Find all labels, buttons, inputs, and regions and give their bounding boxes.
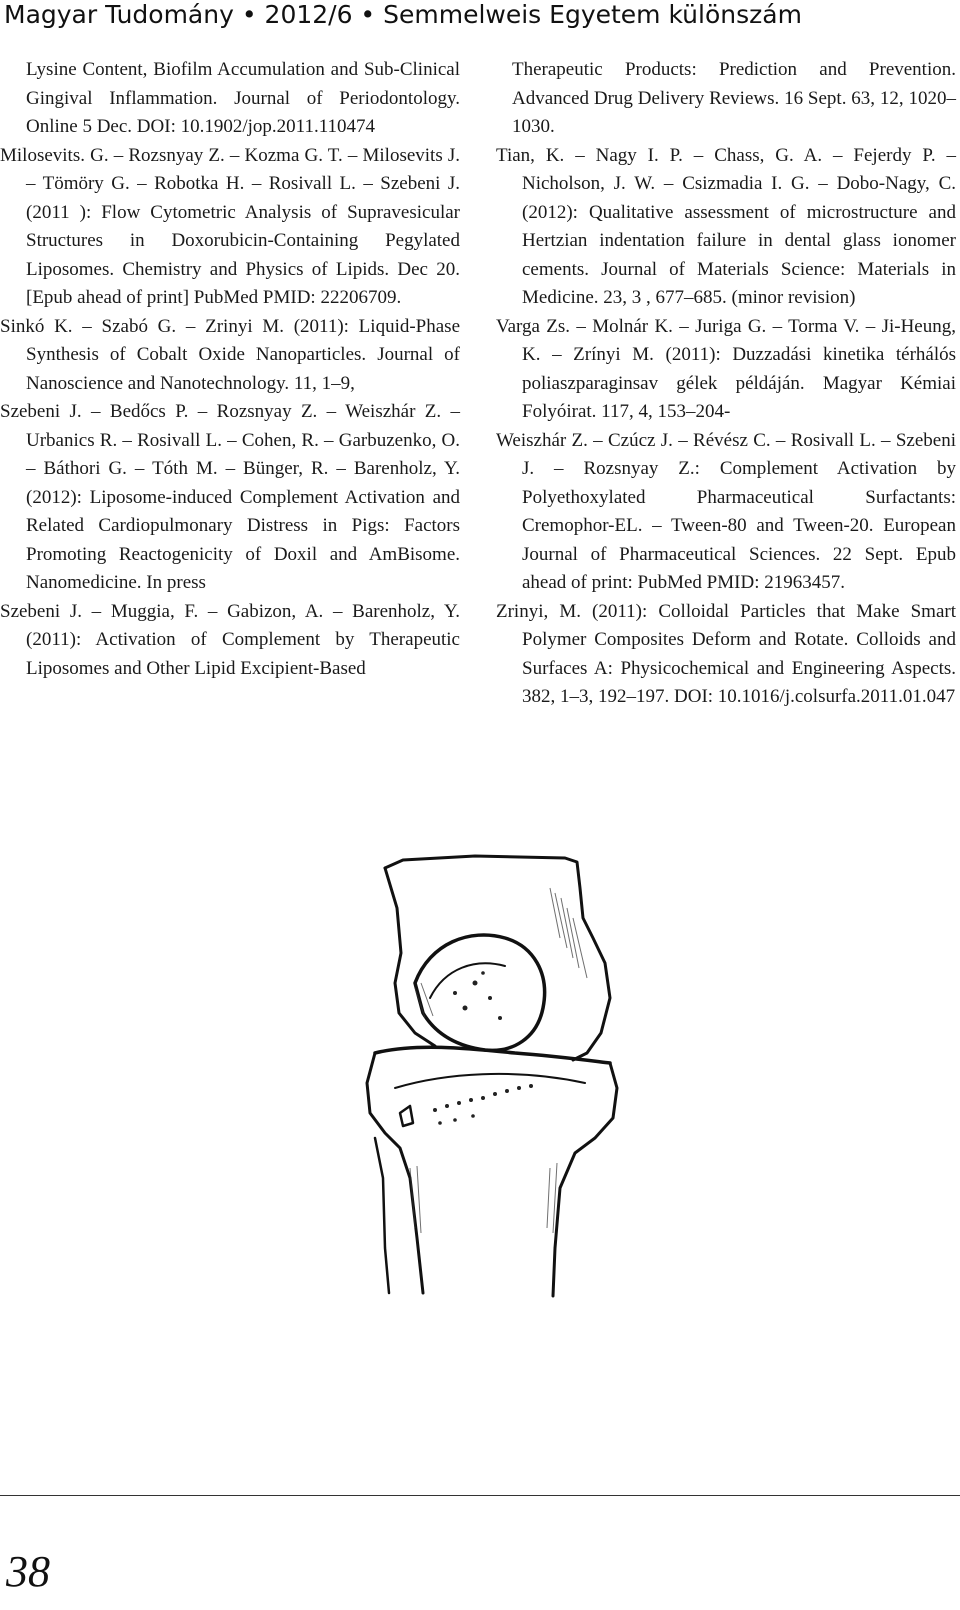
references-right-column (496, 56, 956, 712)
reference-entry: Lysine Content, Biofilm Accumulation and Sub-Clinical Gingival Inflammation. Journal of Periodontology. Online 5 Dec. DOI: 10.1902/jop.2011.110474 (26, 59, 460, 137)
page-number: 38 (6, 1547, 50, 1596)
reference-entry: Milosevits. G. – Rozsnyay Z. – Kozma G. T. – Milosevits J. – Tömöry G. – Robotka H. – Rosivall L. – Szebeni J. (2011 ): Flow Cytometric Analysis of Supravesicular Structures in Doxorubicin-Containing Pegylated Liposomes. Chemistry and Physics of Lipids. Dec 20. [Epub ahead of print] PubMed PMID: 22206709. (0, 144, 460, 308)
reference-entry: Varga Zs. – Molnár K. – Juriga G. – Torma V. – Ji-Heung, K. – Zrínyi M. (2011): Duzzadási kinetika térhálós poliaszparaginsav gélek példáján. Magyar Kémiai Folyóirat. 117, 4, 153–204- (496, 315, 956, 422)
reference-entry: Szebeni J. – Muggia, F. – Gabizon, A. – Barenholz, Y. (2011): Activation of Complement by Therapeutic Liposomes and Other Lipid Excipient-Based (0, 600, 460, 679)
reference-entry: Weiszhár Z. – Czúcz J. – Révész C. – Rosivall L. – Szebeni J. – Rozsnyay Z.: Complement Activation by Polyethoxylated Pharmaceutical Surfactants: Cremophor-EL. – Tween-80 and Tween-20. European Journal of Pharmaceutical Sciences. 22 Sept. Epub ahead of print: PubMed PMID: 21963457. (496, 429, 956, 593)
reference-entry: Szebeni J. – Bedőcs P. – Rozsnyay Z. – Weiszhár Z. – Urbanics R. – Rosivall L. – Cohen, R. – Garbuzenko, O. – Báthori G. – Tóth M. – Bünger, R. – Barenholz, Y. (2012): Liposome-induced Complement Activation and Related Cardiopulmonary Distress in Pigs: Factors Promoting Reactogenicity of Doxil and AmBisome. Nanomedicine. In press (0, 401, 460, 593)
references-left-column (0, 56, 460, 683)
reference-entry: Therapeutic Products: Prediction and Prevention. Advanced Drug Delivery Reviews. 16 Sept. 63, 12, 1020–1030. (512, 59, 956, 137)
knee-joint-engraving-icon (355, 848, 620, 1300)
reference-entry: Tian, K. – Nagy I. P. – Chass, G. A. – Fejerdy P. – Nicholson, J. W. – Csizmadia I. G. – Dobo-Nagy, C. (2012): Qualitative assessment of microstructure and Hertzian indentation failure in dental glass ionomer cements. Journal of Materials Science: Materials in Medicine. 23, 3 , 677–685. (minor revision) (496, 144, 956, 308)
reference-entry: Sinkó K. – Szabó G. – Zrinyi M. (2011): Liquid-Phase Synthesis of Cobalt Oxide Nanoparticles. Journal of Nanoscience and Nanotechnology. 11, 1–9, (0, 315, 460, 394)
reference-entry: Zrinyi, M. (2011): Colloidal Particles that Make Smart Polymer Composites Deform and Rotate. Colloids and Surfaces A: Physicochemical and Engineering Aspects. 382, 1–3, 192–197. DOI: 10.1016/j.colsurfa.2011.01.047 (496, 600, 956, 707)
running-header: Magyar Tudomány • 2012/6 • Semmelweis Egyetem különszám (4, 0, 802, 29)
footer-rule (0, 1495, 960, 1496)
